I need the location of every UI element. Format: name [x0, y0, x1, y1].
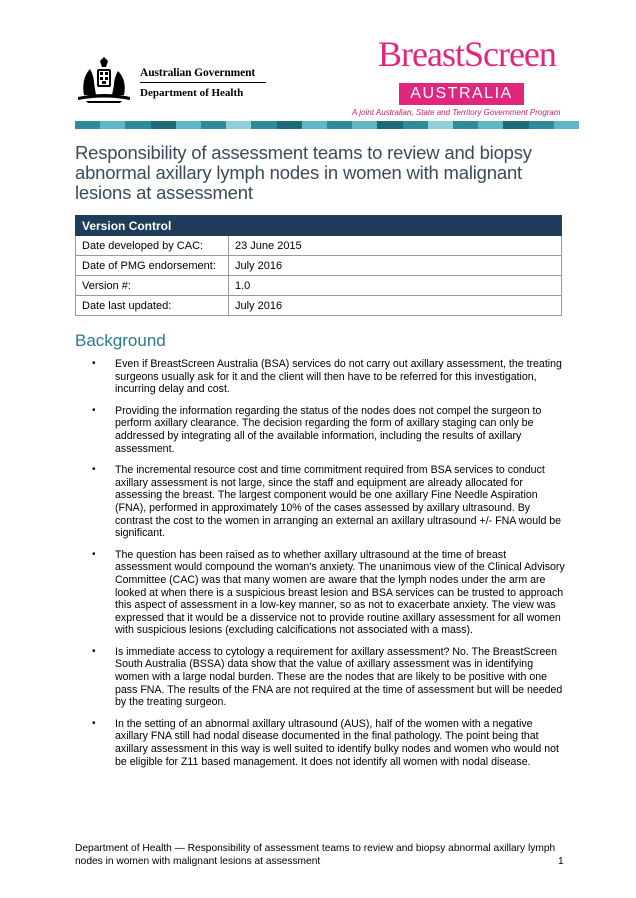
stripe-segment — [377, 121, 402, 129]
table-heading: Version Control — [76, 216, 562, 236]
stripe-segment — [226, 121, 251, 129]
stripe-segment — [478, 121, 503, 129]
stripe-segment — [251, 121, 276, 129]
row-value: July 2016 — [229, 296, 562, 316]
stripe-segment — [352, 121, 377, 129]
row-value: July 2016 — [229, 256, 562, 276]
table-row — [76, 296, 562, 316]
stripe-segment — [151, 121, 176, 129]
stripe-segment — [554, 121, 579, 129]
stripe-segment — [125, 121, 150, 129]
bullet-icon: • — [92, 404, 96, 416]
decorative-stripe-bar — [75, 121, 579, 129]
bullet-icon: • — [92, 717, 96, 729]
department-name: Department of Health — [140, 87, 244, 99]
table-row — [76, 276, 562, 296]
row-label: Date developed by CAC: — [76, 236, 229, 256]
stripe-segment — [403, 121, 428, 129]
bullet-icon: • — [92, 548, 96, 560]
stripe-segment — [75, 121, 100, 129]
divider — [140, 82, 266, 83]
bullet-list — [90, 358, 565, 777]
list-item-text: Even if BreastScreen Australia (BSA) services do not carry out axillary assessment, the treating surgeons usually ask for it and the client will then have to be referred for this investigation, incurring delay and cost. — [115, 358, 562, 396]
list-item — [90, 464, 565, 540]
list-item-text: In the setting of an abnormal axillary ultrasound (AUS), half of the women with a negative axillary FNA still had nodal disease documented in the final pathology. The point being that axillary assessment in this way is well suited to identify bulky nodes and women who would not be eligible for Z11 based management. It does not identify all women with nodal disease. — [115, 717, 559, 768]
list-item-text: The question has been raised as to whether axillary ultrasound at the time of breast assessment would compound the woman's anxiety. The unanimous view of the Clinical Advisory Committee (CAC) was that many women are aware that the lymph nodes under the arm are looked at when there is a suspicious breast lesion and BSA services can be trusted to approach this aspect of assessment in a low-key manner, so as not to exacerbate anxiety. The view was expressed that it would be a disservice not to provide routine axillary assessment for all women with suspicious lesions (excluding calcifications not associated with a mass). — [115, 548, 565, 637]
stripe-segment — [327, 121, 352, 129]
government-name: Australian Government — [140, 67, 256, 79]
bullet-icon: • — [92, 464, 96, 476]
table-header-row — [76, 216, 562, 236]
section-heading: Background — [75, 331, 166, 350]
bullet-icon: • — [92, 645, 96, 657]
brand-logo-sub: AUSTRALIA — [399, 83, 524, 105]
list-item — [90, 646, 565, 709]
list-item — [90, 549, 565, 637]
row-label: Date last updated: — [76, 296, 229, 316]
table-row — [76, 256, 562, 276]
list-item-text: Is immediate access to cytology a requirement for axillary assessment? No. The BreastScreen South Australia (BSSA) data show that the value of axillary assessment was in identifying women with a large nodal burden. These are the nodes that are likely to be positive with one pass FNA. The results of the FNA are not required at the time of assessment but will be needed by the treating surgeon. — [115, 645, 563, 709]
page-title: Responsibility of assessment teams to review and biopsy abnormal axillary lymph nodes in women with malignant lesions at assessment — [75, 142, 532, 203]
page-footer: Department of Health — Responsibility of assessment teams to review and biopsy abnormal axillary lymph nodes in women with malignant lesions at assessment — [75, 843, 556, 867]
row-value: 1.0 — [229, 276, 562, 296]
table-row — [76, 236, 562, 256]
stripe-segment — [176, 121, 201, 129]
page-number: 1 — [558, 856, 564, 867]
list-item-text: The incremental resource cost and time commitment required from BSA services to conduct axillary assessment is not large, since the staff and equipment are already allocated for assessing the breast. The largest component would be one axillary Fine Needle Aspiration (FNA), performed in approximately 10% of the cases assessed by axillary ultrasound. By contrast the cost to the women in arranging an external an axillary ultrasound +/- FNA would be significant. — [115, 464, 562, 540]
stripe-segment — [529, 121, 554, 129]
list-item — [90, 358, 565, 396]
brand-tagline: A joint Australian, State and Territory Government Program — [352, 108, 561, 117]
stripe-segment — [453, 121, 478, 129]
brand-logo-text: BreastScreen — [378, 34, 556, 74]
row-value: 23 June 2015 — [229, 236, 562, 256]
list-item-text: Providing the information regarding the status of the nodes does not compel the surgeon to perform axillary clearance. The decision regarding the form of axillary staging can only be addressed by integrating all of the available information, including the results of axillary assessment. — [115, 404, 542, 455]
list-item — [90, 405, 565, 455]
coat-of-arms-icon — [74, 55, 134, 105]
bullet-icon: • — [92, 358, 96, 369]
row-label: Version #: — [76, 276, 229, 296]
stripe-segment — [277, 121, 302, 129]
stripe-segment — [302, 121, 327, 129]
version-control-table — [75, 215, 562, 316]
stripe-segment — [503, 121, 528, 129]
stripe-segment — [428, 121, 453, 129]
list-item — [90, 718, 565, 768]
stripe-segment — [100, 121, 125, 129]
stripe-segment — [201, 121, 226, 129]
row-label: Date of PMG endorsement: — [76, 256, 229, 276]
